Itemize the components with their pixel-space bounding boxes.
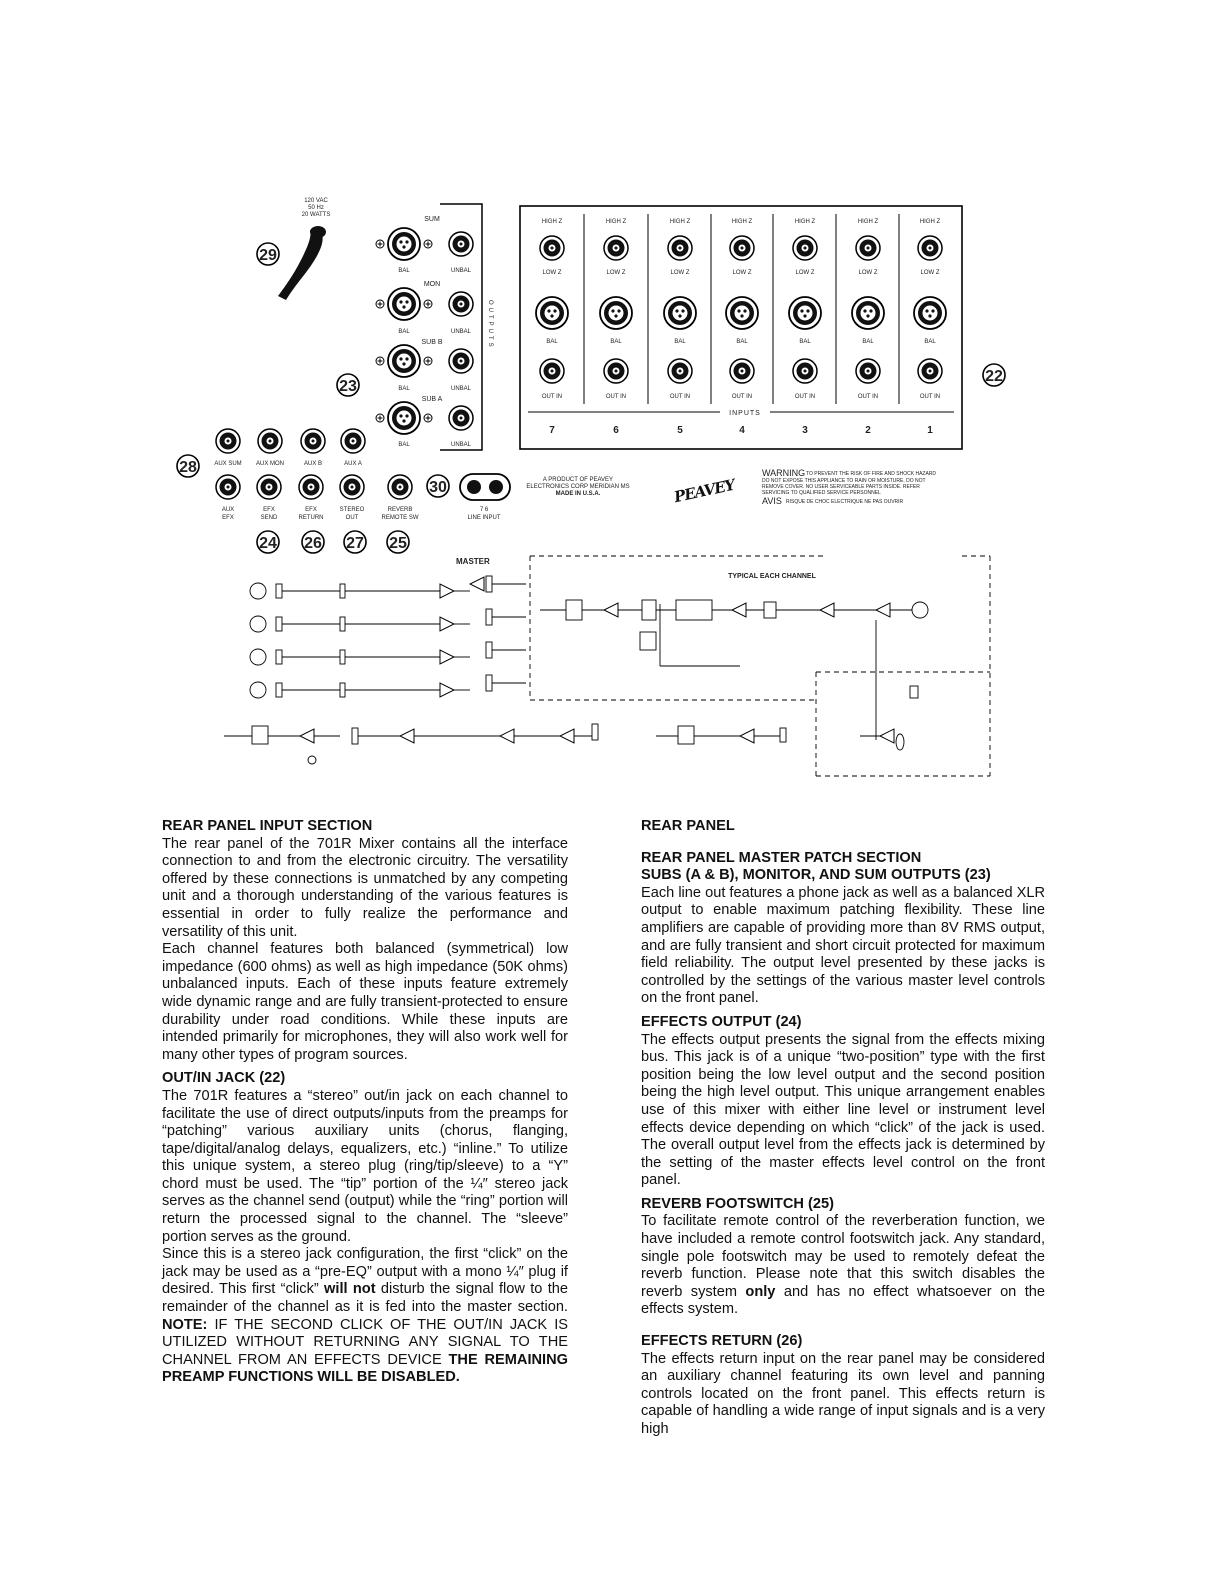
- svg-text:AUX SUM: AUX SUM: [214, 461, 242, 467]
- svg-text:LOW Z: LOW Z: [795, 270, 815, 276]
- svg-text:AUX MON: AUX MON: [255, 461, 285, 467]
- channel-label: 5: [677, 425, 683, 436]
- svg-text:HIGH Z: HIGH Z: [857, 219, 879, 225]
- svg-text:AUX A: AUX A: [344, 461, 362, 467]
- channel-label: 7: [549, 425, 555, 436]
- svg-text:REMOTE SW: REMOTE SW: [381, 515, 419, 521]
- right-column: [641, 818, 1045, 1439]
- svg-text:OUT IN: OUT IN: [919, 394, 941, 400]
- svg-text:7 6: 7 6: [479, 507, 489, 513]
- master-label: MASTER: [456, 557, 490, 566]
- paragraph: To facilitate remote control of the reverberation function, we have included a remote control footswitch jack. Any standard, single pole footswitch may be used to remotely defeat the reverb function. Please note that this switch disables the reverb system only and has no effect whatsoever on the effects system.: [641, 1213, 1045, 1318]
- svg-text:HIGH Z: HIGH Z: [919, 219, 941, 225]
- output-subb-label: SUB B: [421, 339, 443, 346]
- svg-text:REMOVE COVER. NO USER SERVICEA: REMOVE COVER. NO USER SERVICEABLE PARTS INSIDE. REFER: [762, 484, 920, 490]
- typical-channel-label: TYPICAL EACH CHANNEL: [728, 573, 816, 580]
- output-sum-label: SUM: [424, 216, 440, 223]
- svg-text:OUT IN: OUT IN: [794, 394, 816, 400]
- callout-23: [337, 374, 359, 396]
- svg-text:HIGH Z: HIGH Z: [731, 219, 753, 225]
- paragraph: The effects output presents the signal from the effects mixing bus. This jack is of a unique “two-position” type with the first position being the low level output and the second position being the high level output. This unique arrangement enables use of this mixer with either line level or instrument level effects device depending on which “click” of the jack is used. The overall output level from the effects jack is determined by the setting of the master effects level control on the front panel.: [641, 1031, 1045, 1189]
- effects-output-heading: EFFECTS OUTPUT (24): [641, 1013, 802, 1030]
- power-freq: 50 Hz: [308, 205, 324, 211]
- svg-text:OUT IN: OUT IN: [605, 394, 627, 400]
- channel-label: 6: [613, 425, 619, 436]
- svg-text:SEND: SEND: [260, 515, 278, 521]
- svg-text:EFX: EFX: [305, 507, 317, 513]
- callout-29: [257, 243, 279, 265]
- svg-text:AVIS: AVIS: [762, 496, 782, 506]
- svg-text:A PRODUCT OF PEAVEY: A PRODUCT OF PEAVEY: [542, 477, 614, 483]
- svg-text:27: 27: [346, 535, 364, 552]
- svg-text:OUT IN: OUT IN: [731, 394, 753, 400]
- effects-return-heading: EFFECTS RETURN (26): [641, 1333, 803, 1350]
- block-schematic: [224, 556, 990, 776]
- channel-label: 2: [865, 425, 871, 436]
- svg-text:STEREO: STEREO: [339, 507, 365, 513]
- output-bal-label: BAL: [398, 268, 410, 274]
- rear-panel-input-section-heading: REAR PANEL INPUT SECTION: [162, 818, 373, 834]
- svg-text:SERVICING TO QUALIFIED SERVICE: SERVICING TO QUALIFIED SERVICE PERSONNEL: [762, 490, 881, 496]
- channel-label: 4: [739, 425, 745, 436]
- reverb-footswitch-heading: REVERB FOOTSWITCH (25): [641, 1195, 834, 1212]
- svg-text:24: 24: [259, 535, 277, 552]
- svg-text:OUT IN: OUT IN: [669, 394, 691, 400]
- svg-text:RETURN: RETURN: [298, 515, 324, 521]
- svg-text:ELECTRONICS CORP MERIDIAN MS: ELECTRONICS CORP MERIDIAN MS: [526, 484, 630, 490]
- svg-text:BAL: BAL: [924, 339, 936, 345]
- svg-text:HIGH Z: HIGH Z: [605, 219, 627, 225]
- svg-text:AUX: AUX: [221, 507, 235, 513]
- left-column: [162, 818, 568, 1387]
- svg-text:29: 29: [259, 247, 277, 264]
- svg-text:UNBAL: UNBAL: [450, 442, 472, 448]
- svg-text:AUX B: AUX B: [303, 461, 323, 467]
- warning-label: [762, 468, 936, 506]
- svg-text:BAL: BAL: [674, 339, 686, 345]
- svg-text:RISQUE DE CHOC ELECTRIQUE NE: RISQUE DE CHOC ELECTRIQUE NE PAS OUVRIR: [786, 499, 904, 505]
- svg-text:BAL: BAL: [398, 442, 410, 448]
- output-mon-label: MON: [423, 281, 441, 288]
- svg-text:OUT IN: OUT IN: [541, 394, 563, 400]
- channel-label: 1: [927, 425, 933, 436]
- svg-text:DO NOT EXPOSE THIS APPLIANCE T: DO NOT EXPOSE THIS APPLIANCE TO RAIN OR MOISTURE. DO NOT: [762, 478, 926, 484]
- svg-text:BAL: BAL: [398, 329, 410, 335]
- svg-text:OUT IN: OUT IN: [857, 394, 879, 400]
- svg-text:TO PREVENT THE RISK OF FIRE AN: TO PREVENT THE RISK OF FIRE AND SHOCK HAZARD: [806, 471, 937, 477]
- svg-text:MADE IN U.S.A.: MADE IN U.S.A.: [555, 491, 601, 497]
- paragraph: Each channel features both balanced (symmetrical) low impedance (600 ohms) as well as high impedance (50K ohms) unbalanced inputs. Each of these inputs feature extremely wide dynamic range and are fully transient-protected to ensure durability under road conditions. While these inputs are intended primarily for microphones, they will also work well for many other types of program sources.: [162, 941, 568, 1063]
- svg-text:BAL: BAL: [398, 386, 410, 392]
- svg-text:25: 25: [389, 535, 407, 552]
- svg-text:BAL: BAL: [799, 339, 811, 345]
- svg-text:28: 28: [179, 459, 197, 476]
- power-cord: [278, 198, 330, 300]
- channel-label: 3: [802, 425, 808, 436]
- callout-28: [177, 455, 199, 477]
- paragraph: The 701R features a “stereo” out/in jack on each channel to facilitate the use of direct outputs/inputs from the preamps for “patching” various auxiliary units (chorus, flanging, tape/digital/analog delays, equalizers, etc.) “inline.” To utilize this unique system, a stereo plug (ring/tip/sleeve) to a “Y” chord must be used. The “tip” portion of the ¼″ stereo jack serves as the channel send (output) while the “ring” portion will return the processed signal to the channel. The “sleeve” portion serves as the ground.: [162, 1087, 568, 1245]
- product-info: [526, 477, 629, 497]
- svg-text:HIGH Z: HIGH Z: [541, 219, 563, 225]
- svg-text:EFX: EFX: [263, 507, 275, 513]
- power-voltage: 120 VAC: [304, 198, 328, 204]
- inputs-title: INPUTS: [729, 410, 761, 417]
- svg-text:BAL: BAL: [546, 339, 558, 345]
- svg-text:LOW Z: LOW Z: [542, 270, 562, 276]
- output-suba-label: SUB A: [421, 396, 443, 403]
- svg-text:LOW Z: LOW Z: [670, 270, 690, 276]
- svg-text:23: 23: [339, 378, 357, 395]
- peavey-logo: [672, 475, 739, 506]
- paragraph: Each line out features a phone jack as well as a balanced XLR output to enable maximum patching flexibility. These line amplifiers are capable of providing more than 8V RMS output, and are fully transient and short circuit protected for maximum field reliability. The output level presented by these jacks is controlled by the settings of the various master level controls on the front panel.: [641, 884, 1046, 1007]
- master-outputs: [376, 204, 493, 450]
- paragraph: The effects return input on the rear panel may be considered an auxiliary channel featuring its own level and panning controls located on the front panel. This effects return is capable of handling a wide range of input signals and is a very high: [641, 1350, 1045, 1437]
- callout-22: [983, 364, 1005, 386]
- svg-text:LOW Z: LOW Z: [606, 270, 626, 276]
- svg-text:LOW Z: LOW Z: [732, 270, 752, 276]
- paragraph: The rear panel of the 701R Mixer contains all the interface connection to and from the electronic circuitry. The versatility offered by these connections is unmatched by any competing unit and a thorough understanding of the various features is essential in order to fully realize the performance and versatility of this unit.: [162, 835, 568, 940]
- svg-text:LOW Z: LOW Z: [920, 270, 940, 276]
- output-unbal-label: UNBAL: [450, 268, 472, 274]
- svg-text:UNBAL: UNBAL: [450, 329, 472, 335]
- outputs-vertical-label: OUTPUTS: [487, 300, 493, 350]
- svg-text:PEAVEY: PEAVEY: [672, 475, 736, 507]
- callouts-bottom: [257, 531, 409, 553]
- svg-text:BAL: BAL: [736, 339, 748, 345]
- svg-text:OUT: OUT: [345, 515, 359, 521]
- callout-30: [427, 475, 449, 497]
- svg-text:REVERB: REVERB: [387, 507, 413, 513]
- svg-text:EFX: EFX: [222, 515, 234, 521]
- svg-text:HIGH Z: HIGH Z: [794, 219, 816, 225]
- subs-outputs-heading: SUBS (A & B), MONITOR, AND SUM OUTPUTS (23): [641, 867, 991, 884]
- svg-text:LINE INPUT: LINE INPUT: [467, 515, 501, 521]
- svg-text:LOW Z: LOW Z: [858, 270, 878, 276]
- svg-text:HIGH Z: HIGH Z: [669, 219, 691, 225]
- paragraph: Since this is a stereo jack configuration, the first “click” on the jack may be used as a “pre-EQ” output with a mono ¼″ plug if desired. This first “click” will not disturb the signal flow to the remainder of the channel as it is fed into the master section. NOTE: IF THE SECOND CLICK OF THE OUT/IN JACK IS UTILIZED WITHOUT RETURNING ANY SIGNAL TO THE CHANNEL FROM AN EFFECTS DEVICE THE REMAINING PREAMP FUNCTIONS WILL BE DISABLED.: [162, 1246, 569, 1386]
- rear-panel-heading: REAR PANEL: [641, 818, 735, 834]
- svg-text:26: 26: [304, 535, 322, 552]
- svg-text:BAL: BAL: [862, 339, 874, 345]
- svg-text:UNBAL: UNBAL: [450, 386, 472, 392]
- svg-text:BAL: BAL: [610, 339, 622, 345]
- inputs-panel: [520, 206, 962, 449]
- master-patch-section-heading: REAR PANEL MASTER PATCH SECTION: [641, 849, 922, 866]
- svg-text:30: 30: [429, 479, 447, 496]
- svg-text:22: 22: [985, 368, 1003, 385]
- power-watts: 20 WATTS: [301, 212, 331, 218]
- svg-text:WARNING: WARNING: [762, 468, 806, 478]
- out-in-jack-heading: OUT/IN JACK (22): [162, 1070, 286, 1087]
